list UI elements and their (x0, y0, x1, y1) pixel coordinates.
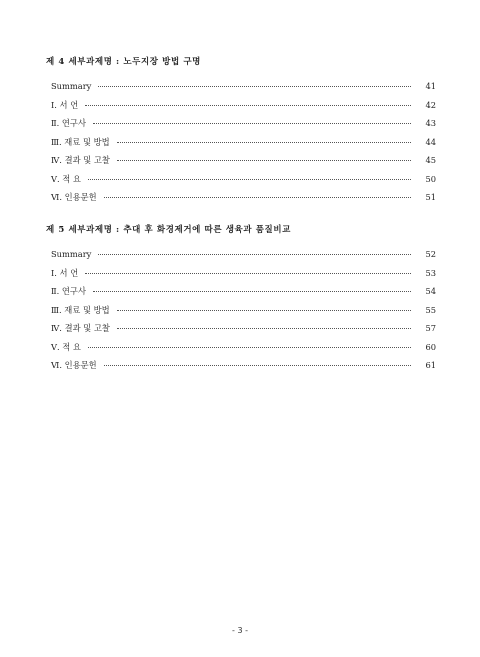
dot-leader (117, 328, 411, 329)
toc-entry-materials-methods[interactable] (46, 133, 436, 152)
toc-section-5 (46, 223, 436, 375)
entry-label: Ⅰ. 서 언 (51, 267, 79, 278)
entry-page-number: 52 (425, 249, 436, 259)
entry-page-number: 44 (425, 136, 436, 147)
toc-entry-references[interactable] (46, 188, 436, 207)
dot-leader (93, 291, 411, 292)
section-title: 제 4 세부과제명 : 노두지장 방법 구명 (46, 57, 201, 67)
toc-entry-summary[interactable] (46, 77, 436, 96)
entry-label: Ⅰ. 서 언 (51, 99, 79, 110)
toc-entry-results-discussion[interactable] (46, 319, 436, 338)
entry-page-number: 54 (425, 286, 436, 296)
entry-label: Ⅴ. 적 요 (51, 341, 81, 352)
dot-leader (117, 310, 411, 311)
dot-leader (85, 273, 411, 274)
toc-section-4 (46, 55, 436, 207)
toc-entry-summary[interactable] (46, 245, 436, 264)
toc-entry-introduction[interactable] (46, 96, 436, 115)
entry-page-number: 41 (425, 81, 436, 91)
toc-entry-literature-review[interactable] (46, 282, 436, 301)
entry-label: Summary (51, 81, 92, 91)
entry-label: Ⅳ. 결과 및 고찰 (51, 323, 110, 333)
dot-leader (117, 142, 411, 143)
entry-page-number: 51 (425, 192, 436, 202)
toc-entry-abstract[interactable] (46, 170, 436, 189)
entry-label: Ⅴ. 적 요 (51, 173, 81, 184)
entry-page-number: 42 (425, 99, 436, 110)
toc-entry-abstract[interactable] (46, 338, 436, 357)
section-title: 제 5 세부과제명 : 추대 후 화경제거에 따른 생육과 품질비교 (46, 225, 291, 235)
entry-label: Ⅵ. 인용문헌 (51, 360, 97, 370)
toc-entry-literature-review[interactable] (46, 114, 436, 133)
page-number-footer: - 3 - (232, 626, 248, 635)
dot-leader (85, 105, 411, 106)
entry-label: Ⅳ. 결과 및 고찰 (51, 155, 110, 165)
dot-leader (104, 365, 411, 366)
dot-leader (93, 123, 411, 124)
entry-page-number: 61 (425, 360, 436, 370)
dot-leader (104, 197, 411, 198)
toc-entry-references[interactable] (46, 356, 436, 375)
entry-label: Ⅲ. 재료 및 방법 (51, 136, 110, 147)
entry-page-number: 53 (425, 267, 436, 278)
entry-page-number: 60 (425, 341, 436, 352)
entry-label: Ⅱ. 연구사 (51, 118, 86, 128)
toc-entry-materials-methods[interactable] (46, 301, 436, 320)
entry-label: Ⅲ. 재료 및 방법 (51, 304, 110, 315)
entry-page-number: 55 (425, 304, 436, 315)
dot-leader (88, 347, 411, 348)
dot-leader (98, 254, 411, 255)
dot-leader (98, 86, 411, 87)
toc-entry-introduction[interactable] (46, 264, 436, 283)
entry-page-number: 50 (425, 173, 436, 184)
entry-label: Ⅱ. 연구사 (51, 286, 86, 296)
entry-label: Summary (51, 249, 92, 259)
entry-page-number: 45 (425, 155, 436, 165)
entry-label: Ⅵ. 인용문헌 (51, 192, 97, 202)
entry-page-number: 57 (425, 323, 436, 333)
dot-leader (117, 160, 411, 161)
entry-page-number: 43 (425, 118, 436, 128)
toc-entry-results-discussion[interactable] (46, 151, 436, 170)
dot-leader (88, 179, 411, 180)
